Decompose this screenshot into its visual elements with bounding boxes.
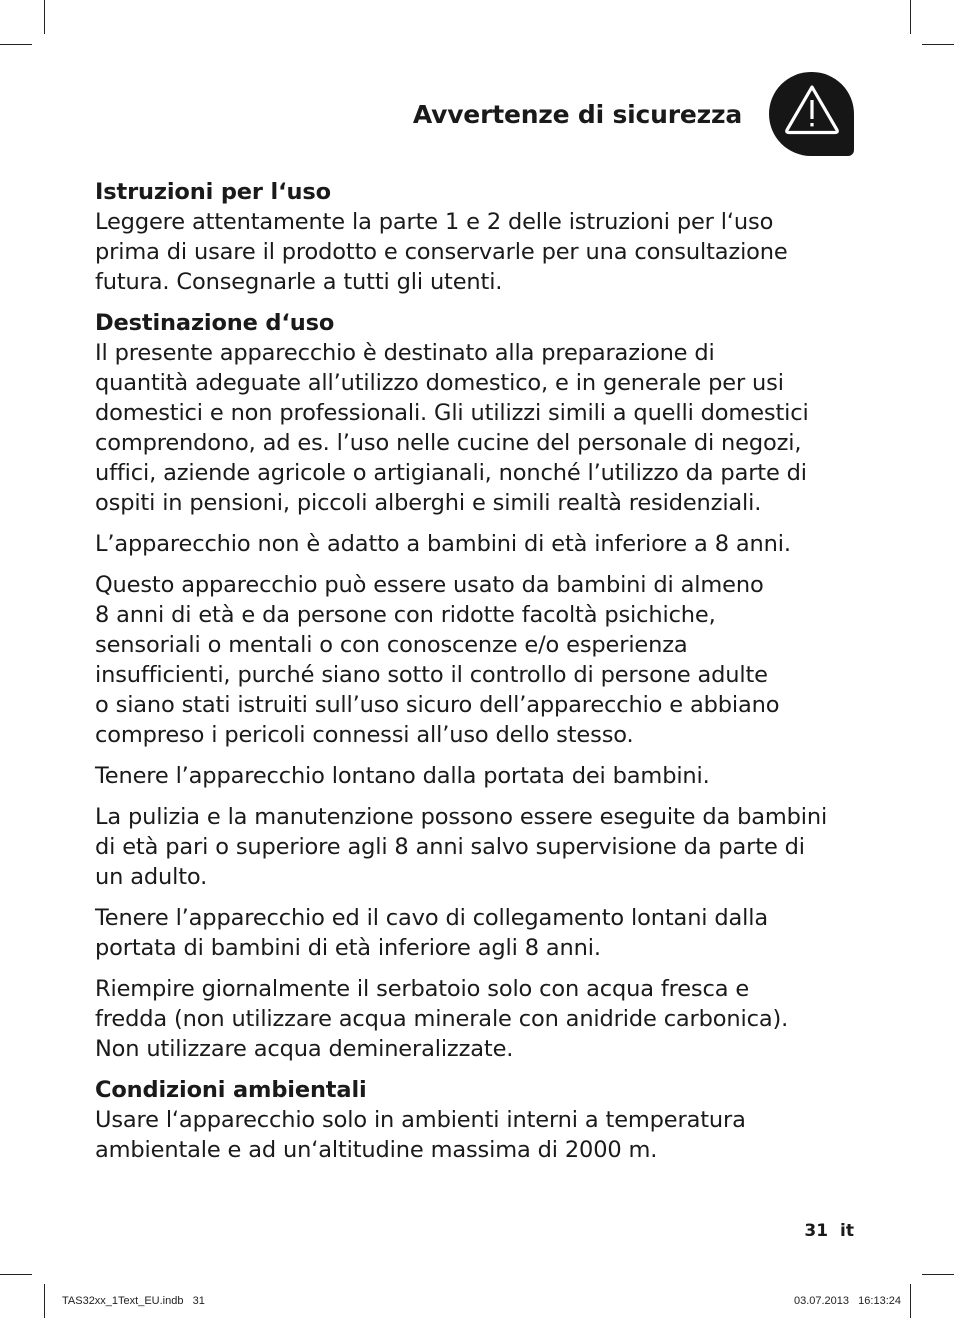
text-line: uffici, aziende agricole o artigianali, nonché l’utilizzo da parte di xyxy=(95,460,807,486)
paragraph-supervised-use xyxy=(95,570,865,750)
paragraph-water-tank xyxy=(95,974,865,1064)
text-line: 8 anni di età e da persone con ridotte facoltà psichiche, xyxy=(95,602,716,628)
language-code: it xyxy=(840,1221,854,1241)
text-line: L’apparecchio non è adatto a bambini di età inferiore a 8 anni. xyxy=(95,531,791,557)
text-line: La pulizia e la manutenzione possono essere eseguite da bambini xyxy=(95,804,828,830)
text-line: sensoriali o mentali o con conoscenze e/o esperienza xyxy=(95,632,688,658)
text-line: Non utilizzare acqua demineralizzate. xyxy=(95,1036,514,1062)
text-line: insufficienti, purché siano sotto il controllo di persone adulte xyxy=(95,662,768,688)
text-line: fredda (non utilizzare acqua minerale con anidride carbonica). xyxy=(95,1006,789,1032)
text-line: o siano stati istruiti sull’uso sicuro dell’apparecchio e abbiano xyxy=(95,692,780,718)
text-line: portata di bambini di età inferiore agli 8 anni. xyxy=(95,935,601,961)
text-line: compreso i pericoli connessi all’uso dello stesso. xyxy=(95,722,634,748)
text-line: Il presente apparecchio è destinato alla preparazione di xyxy=(95,340,715,366)
text-line: Usare l‘apparecchio solo in ambienti interni a temperatura xyxy=(95,1107,746,1133)
crop-mark xyxy=(922,44,954,45)
paragraph-cleaning xyxy=(95,802,865,892)
section-environment xyxy=(95,1075,865,1165)
page-number: 31 xyxy=(804,1221,829,1241)
safety-text xyxy=(95,177,865,1176)
text-line: Leggere attentamente la parte 1 e 2 delle istruzioni per l‘uso xyxy=(95,209,774,235)
text-line: un adulto. xyxy=(95,864,208,890)
paragraph-children-age xyxy=(95,529,865,559)
crop-mark xyxy=(0,44,32,45)
section-heading: Istruzioni per l‘uso xyxy=(95,179,331,205)
text-line: ambientale e ad un‘altitudine massima di 2000 m. xyxy=(95,1137,658,1163)
text-line: ospiti in pensioni, piccoli alberghi e simili realtà residenziali. xyxy=(95,490,762,516)
page-title: Avvertenze di sicurezza xyxy=(412,100,742,129)
text-line: comprendono, ad es. l’uso nelle cucine del personale di negozi, xyxy=(95,430,802,456)
text-line: Tenere l’apparecchio ed il cavo di collegamento lontani dalla xyxy=(95,905,769,931)
crop-mark xyxy=(910,0,911,34)
crop-mark xyxy=(922,1274,954,1275)
section-intended-use xyxy=(95,308,865,518)
section-heading: Condizioni ambientali xyxy=(95,1077,367,1103)
text-line: di età pari o superiore agli 8 anni salvo supervisione da parte di xyxy=(95,834,805,860)
paragraph-cable xyxy=(95,903,865,963)
text-line: domestici e non professionali. Gli utilizzi simili a quelli domestici xyxy=(95,400,809,426)
text-line: Riempire giornalmente il serbatoio solo con acqua fresca e xyxy=(95,976,750,1002)
text-line: futura. Consegnarle a tutti gli utenti. xyxy=(95,269,503,295)
print-slug-date: 03.07.2013 16:13:24 xyxy=(793,1295,901,1307)
text-line: prima di usare il prodotto e conservarle per una consultazione xyxy=(95,239,788,265)
crop-mark xyxy=(44,1284,45,1318)
paragraph-keep-away xyxy=(95,761,865,791)
section-instructions xyxy=(95,177,865,297)
text-line: Tenere l’apparecchio lontano dalla portata dei bambini. xyxy=(95,763,710,789)
crop-mark xyxy=(44,0,45,34)
warning-triangle-icon xyxy=(783,83,841,137)
section-heading: Destinazione d‘uso xyxy=(95,310,335,336)
text-line: quantità adeguate all’utilizzo domestico, e in generale per usi xyxy=(95,370,784,396)
page-footer xyxy=(804,1221,854,1241)
crop-mark xyxy=(910,1284,911,1318)
text-line: Questo apparecchio può essere usato da bambini di almeno xyxy=(95,572,764,598)
crop-mark xyxy=(0,1274,32,1275)
warning-badge xyxy=(769,72,854,156)
print-slug-file: TAS32xx_1Text_EU.indb 31 xyxy=(62,1295,205,1307)
